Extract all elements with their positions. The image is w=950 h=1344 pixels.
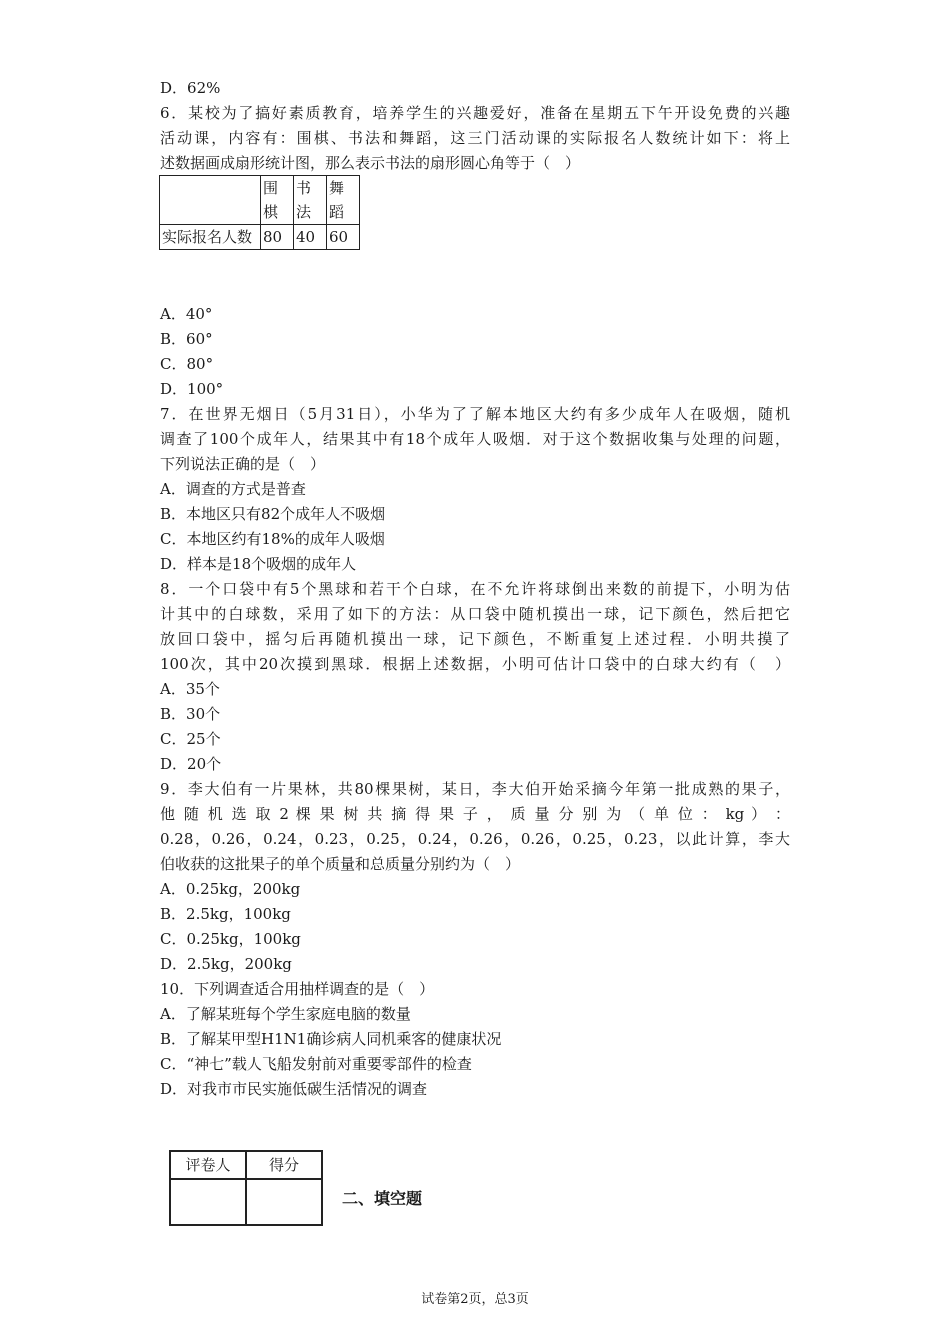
text-line: 9．李大伯有一片果林，共80棵果树，某日，李大伯开始采摘今年第一批成熟的果子， <box>160 780 790 798</box>
score-cell <box>246 1179 322 1225</box>
text-line: B．2.5kg，100kg <box>160 905 291 923</box>
grader-header: 评卷人 <box>170 1151 246 1179</box>
text-line: C．0.25kg，100kg <box>160 930 301 948</box>
grader-cell <box>170 1179 246 1225</box>
text-line: A．0.25kg，200kg <box>160 880 301 898</box>
text-line: 100次，其中20次摸到黑球．根据上述数据，小明可估计口袋中的白球大约有（ ） <box>160 655 790 673</box>
text-line: 活动课，内容有：围棋、书法和舞蹈，这三门活动课的实际报名人数统计如下：将上 <box>160 129 790 147</box>
text-line: 伯收获的这批果子的单个质量和总质量分别约为（ ） <box>160 855 521 873</box>
text-line: 7．在世界无烟日（5月31日），小华为了了解本地区大约有多少成年人在吸烟，随机 <box>160 405 790 423</box>
text-line: 0.28，0.26，0.24，0.23，0.25，0.24，0.26，0.26，0.25，0.23，以此计算，李大 <box>160 830 790 848</box>
page-footer: 试卷第2页，总3页 <box>421 1292 529 1307</box>
text-line: 述数据画成扇形统计图，那么表示书法的扇形圆心角等于（ ） <box>160 154 581 172</box>
table-header-wudao: 舞蹈 <box>327 176 360 225</box>
text-line: 调查了100个成年人，结果其中有18个成年人吸烟．对于这个数据收集与处理的问题， <box>160 430 790 448</box>
text-line: D．对我市市民实施低碳生活情况的调查 <box>160 1080 428 1098</box>
text-line: B．了解某甲型H1N1确诊病人同机乘客的健康状况 <box>160 1030 502 1048</box>
text-line: D．20个 <box>160 755 222 773</box>
table-cell-shufa: 40 <box>294 225 327 250</box>
text-line: C．本地区约有18%的成年人吸烟 <box>160 530 385 548</box>
score-header: 得分 <box>246 1151 322 1179</box>
table-cell-wudao: 60 <box>327 225 360 250</box>
text-line: B．30个 <box>160 705 221 723</box>
text-line: 放回口袋中，摇匀后再随机摸出一球，记下颜色，不断重复上述过程．小明共摸了 <box>160 630 790 648</box>
text-line: D．62% <box>160 79 221 97</box>
table-row-label: 实际报名人数 <box>160 225 261 250</box>
text-line: B．本地区只有82个成年人不吸烟 <box>160 505 386 523</box>
text-line: C．25个 <box>160 730 221 748</box>
text-line: 8．一个口袋中有5个黑球和若干个白球，在不允许将球倒出来数的前提下，小明为估 <box>160 580 790 598</box>
table-cell-weiqi: 80 <box>261 225 294 250</box>
score-table <box>169 1150 323 1226</box>
table-header-weiqi: 围棋 <box>261 176 294 225</box>
text-line: 6．某校为了搞好素质教育，培养学生的兴趣爱好，准备在星期五下午开设免费的兴趣 <box>160 104 790 122</box>
text-line: 10．下列调查适合用抽样调查的是（ ） <box>160 980 435 998</box>
text-line: 计其中的白球数，采用了如下的方法：从口袋中随机摸出一球，记下颜色，然后把它 <box>160 605 790 623</box>
text-line: 下列说法正确的是（ ） <box>160 455 326 473</box>
text-line: D．样本是18个吸烟的成年人 <box>160 555 357 573</box>
text-line: D．2.5kg，200kg <box>160 955 292 973</box>
registration-table <box>159 175 360 250</box>
section-title: 二、填空题 <box>342 1189 423 1208</box>
text-line: D．100° <box>160 380 224 398</box>
text-line: A．了解某班每个学生家庭电脑的数量 <box>160 1005 411 1023</box>
text-line: A．35个 <box>160 680 220 698</box>
text-line: A．调查的方式是普查 <box>160 480 306 498</box>
text-line: A．40° <box>160 305 213 323</box>
table-header-blank <box>160 176 261 225</box>
text-line: C．80° <box>160 355 214 373</box>
table-header-shufa: 书法 <box>294 176 327 225</box>
text-line: B．60° <box>160 330 213 348</box>
text-line: 他 随 机 选 取 2 棵 果 树 共 摘 得 果 子 ， 质 量 分 别 为 （ 单 位 ： kg ） ： <box>160 805 790 823</box>
text-line: C．“神七”载人飞船发射前对重要零部件的检查 <box>160 1055 472 1073</box>
